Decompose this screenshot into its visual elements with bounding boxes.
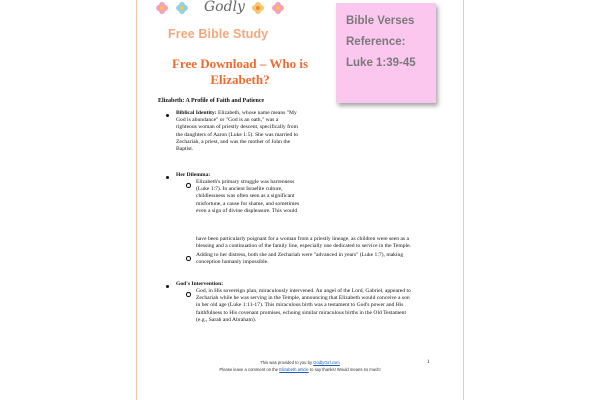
identity-paragraph — [176, 110, 336, 153]
bullet — [166, 285, 169, 288]
text-line: (Luke 1:7). In ancient Israelite culture, — [196, 186, 283, 193]
bullet — [166, 114, 169, 117]
page-border-left — [136, 0, 137, 400]
note-line: Luke 1:39-45 — [346, 57, 416, 69]
godlygirl-link[interactable]: GodlyGirl.com — [313, 360, 340, 365]
sub-bullet — [186, 292, 191, 297]
title-line: Elizabeth? — [210, 72, 270, 87]
footer-line-1 — [150, 360, 450, 365]
dilemma-paragraph — [196, 179, 336, 215]
dilemma-label: Her Dilemma: — [176, 172, 211, 178]
flower-icon — [252, 2, 264, 14]
brand-title: Free Bible Study — [168, 27, 269, 41]
text-line: faithfulness to His covenant promises, echoing similar miraculous births in the Old Testament — [196, 309, 407, 316]
title-line: Free Download – Who is — [171, 56, 309, 71]
page-border-right — [463, 0, 464, 400]
text-line: blessing and a continuation of the family line, especially one dedicated to service in the Temple. — [196, 243, 411, 250]
flower-icon — [156, 2, 168, 14]
text-line: in her old age (Luke 1:11-17). This miraculous birth was a testament to God's power and His — [196, 302, 404, 309]
footer-text: This was provided to you by — [260, 360, 314, 365]
text-line: even a sign of divine displeasure. This would — [196, 207, 298, 214]
text-line: Zechariah, a priest, and was the mother of John the — [176, 138, 291, 145]
dilemma-continued — [196, 236, 456, 250]
note-line: Reference: — [346, 36, 406, 48]
text-line: Elizabeth's primary struggle was barrenness — [196, 179, 295, 185]
dilemma-paragraph-2 — [196, 252, 456, 266]
text-line: misfortune, a cause for shame, and sometimes — [196, 200, 300, 207]
text-line: Elizabeth, whose name means "My — [216, 110, 297, 116]
text-line: righteous woman of priestly descent, specifically from — [176, 124, 298, 131]
text-line: Adding to her distress, both she and Zechariah were "advanced in years" (Luke 1:7), making — [196, 252, 404, 258]
footer-text: to say thanks! Would means so much! — [308, 367, 381, 372]
text-line: childlessness was often seen as a significant — [196, 193, 295, 200]
logo: Godly — [204, 0, 245, 15]
flower-icon — [272, 2, 284, 14]
page-number: 1 — [427, 360, 430, 365]
text-line: God, in His sovereign plan, miraculously intervened. An angel of the Lord, Gabriel, appeared to — [196, 288, 411, 294]
elizabeth-article-link[interactable]: Elizabeth article — [279, 367, 309, 372]
flower-icon — [176, 2, 188, 14]
identity-label: Biblical Identity: — [176, 110, 217, 116]
text-line: God is abundance" or "God is an oath," was a — [176, 117, 279, 124]
bullet — [166, 176, 169, 179]
text-line: Zechariah while he was serving in the Temple, announcing that Elizabeth would conceive a son — [196, 295, 410, 302]
verse-reference-note — [336, 3, 436, 103]
sub-bullet — [186, 256, 191, 261]
text-line: have been particularly poignant for a woman from a priestly lineage, as children were seen as a — [196, 236, 409, 242]
footer-text: Please leave a comment on the — [219, 367, 280, 372]
text-line: the daughters of Aaron (Luke 1:5). She was married to — [176, 131, 299, 138]
intervention-label: God's Intervention: — [176, 281, 224, 287]
sub-bullet — [186, 183, 191, 188]
note-line: Bible Verses — [346, 15, 415, 27]
footer-line-2 — [150, 367, 450, 372]
intervention-paragraph — [196, 288, 458, 324]
text-line: conception humanly impossible. — [196, 259, 269, 266]
section-subtitle: Elizabeth: A Profile of Faith and Patience — [158, 98, 265, 104]
text-line: Baptist. — [176, 146, 194, 153]
header — [150, 0, 330, 20]
text-line: (e.g., Sarah and Abraham). — [196, 316, 257, 323]
page-title — [140, 56, 340, 88]
